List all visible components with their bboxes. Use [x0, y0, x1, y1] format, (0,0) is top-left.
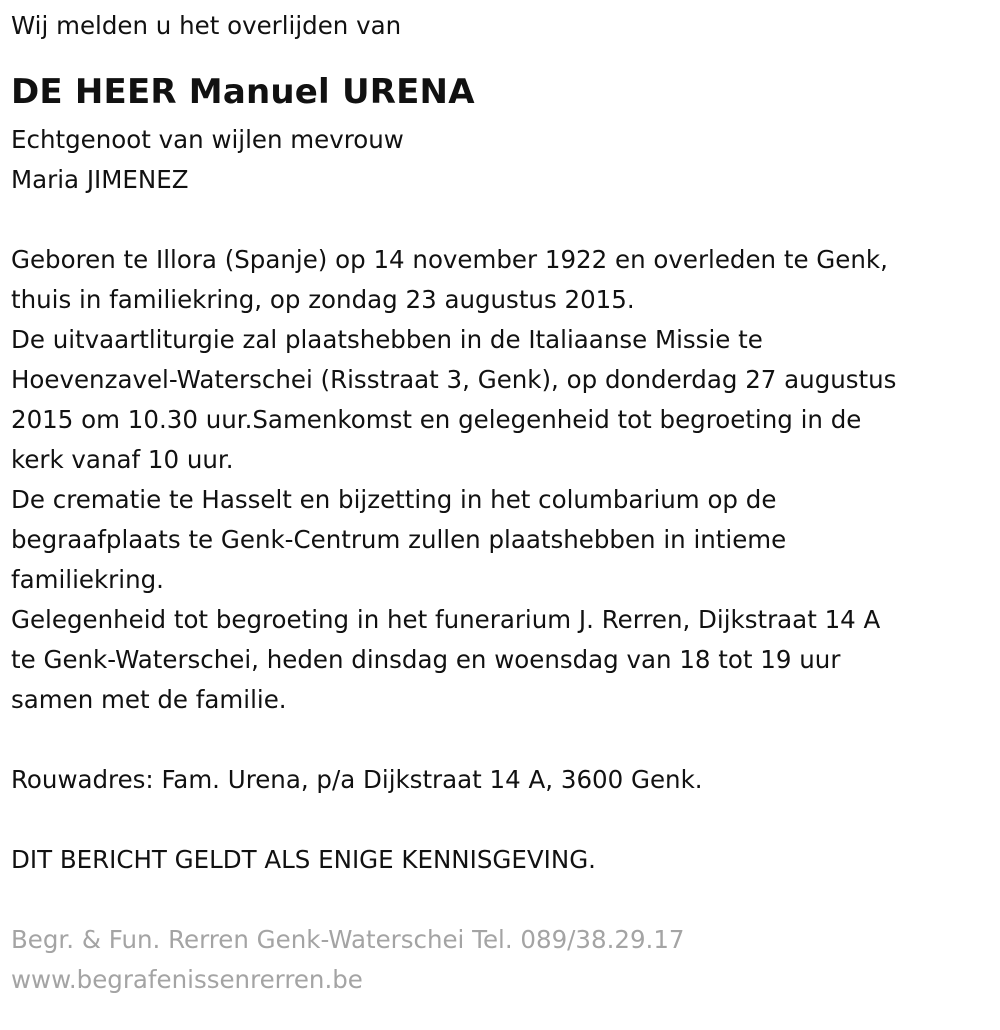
- details-line: Hoevenzavel-Waterschei (Risstraat 3, Genk), op donderdag 27 augustus: [11, 365, 897, 394]
- company-website: www.begrafenissenrerren.be: [11, 965, 363, 994]
- spouse-line: Maria JIMENEZ: [11, 165, 189, 194]
- funeral-company: Begr. & Fun. Rerren Genk-Waterschei Tel. 089/38.29.17: [11, 925, 685, 954]
- spacer: [11, 800, 986, 840]
- details-line: 2015 om 10.30 uur.Samenkomst en gelegenheid tot begroeting in de: [11, 405, 862, 434]
- details-line: familiekring.: [11, 565, 164, 594]
- details-line: Gelegenheid tot begroeting in het funerarium J. Rerren, Dijkstraat 14 A: [11, 605, 881, 634]
- details-line: te Genk-Waterschei, heden dinsdag en woensdag van 18 tot 19 uur: [11, 645, 841, 674]
- details-line: Geboren te Illora (Spanje) op 14 november 1922 en overleden te Genk,: [11, 245, 888, 274]
- notice-statement: DIT BERICHT GELDT ALS ENIGE KENNISGEVING.: [11, 845, 596, 874]
- spacer: [11, 720, 986, 760]
- death-notice: [11, 6, 986, 1000]
- spacer: [11, 200, 986, 240]
- footer: [11, 920, 986, 1000]
- details-line: begraafplaats te Genk-Centrum zullen plaatshebben in intieme: [11, 525, 787, 554]
- details-line: De uitvaartliturgie zal plaatshebben in de Italiaanse Missie te: [11, 325, 763, 354]
- details-block: [11, 240, 986, 720]
- details-line: samen met de familie.: [11, 685, 287, 714]
- details-line: kerk vanaf 10 uur.: [11, 445, 234, 474]
- details-line: De crematie te Hasselt en bijzetting in het columbarium op de: [11, 485, 777, 514]
- intro-text: Wij melden u het overlijden van: [11, 11, 402, 40]
- spouse-block: [11, 120, 986, 200]
- details-line: thuis in familiekring, op zondag 23 augustus 2015.: [11, 285, 635, 314]
- mourning-address: Rouwadres: Fam. Urena, p/a Dijkstraat 14 A, 3600 Genk.: [11, 765, 703, 794]
- deceased-name: DE HEER Manuel URENA: [11, 72, 475, 112]
- spouse-line: Echtgenoot van wijlen mevrouw: [11, 125, 404, 154]
- spacer: [11, 880, 986, 920]
